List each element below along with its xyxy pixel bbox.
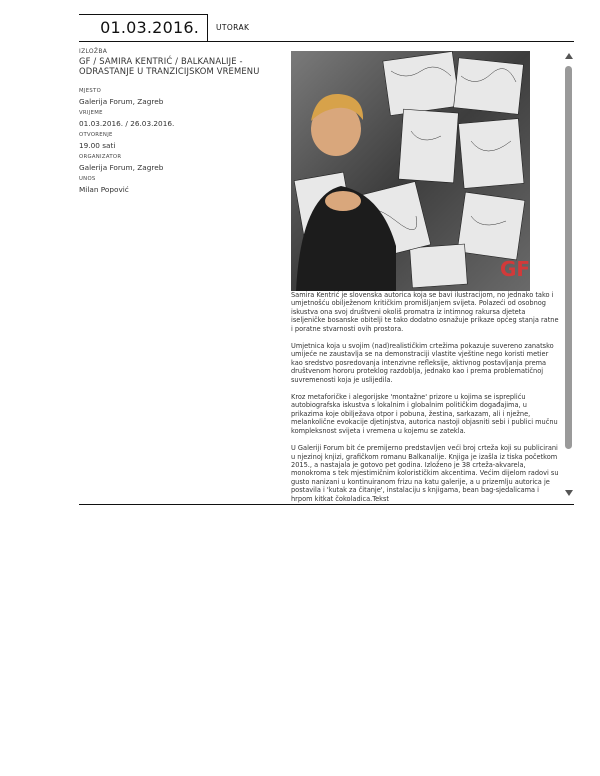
event-weekday: UTORAK (216, 23, 250, 32)
article-paragraph: Samira Kentrić je slovenska autorica koja se bavi ilustracijom, no jednako tako i umjetnošću obilježenom kritičkim promišljanjem svijeta. Polazeći od osobnog iskustva ona svoj društveni okoliš promatra iz intimnog rakursa djeteta iseljeničke bosanske obitelji te tako dodatno osnažuje prikaze općeg stanja ratne i poratne stvarnosti ovih prostora. (291, 291, 559, 333)
scrollbar-thumb[interactable] (565, 66, 572, 449)
location-value: Galerija Forum, Zagreb (79, 97, 164, 106)
entry-label: UNOS (79, 176, 96, 182)
time-label: VRIJEME (79, 110, 103, 116)
opening-label: OTVORENJE (79, 132, 113, 138)
event-title: GF / SAMIRA KENTRIĆ / BALKANALIJE - ODRASTANJE U TRANZICIJSKOM VREMENU (79, 56, 260, 76)
organizer-label: ORGANIZATOR (79, 154, 122, 160)
opening-value: 19.00 sati (79, 141, 116, 150)
event-date: 01.03.2016. (100, 18, 199, 37)
vertical-scrollbar[interactable] (563, 51, 575, 497)
date-box (79, 14, 208, 42)
event-details-panel (79, 48, 285, 194)
artist-photo (291, 51, 530, 291)
location-label: MJESTO (79, 88, 102, 94)
scroll-up-arrow-icon[interactable] (565, 53, 573, 59)
footer-rule (79, 504, 574, 505)
event-category: IZLOŽBA (79, 48, 108, 55)
article-paragraph: U Galeriji Forum bit će premijerno predstavljen veći broj crteža koji su publicirani u njezinoj knjizi, grafičkom romanu Balkanalije. Knjiga je izašla iz tiska početkom 2015., a nastajala je gotovo pet godina. Izloženo je 38 crteža-akvarela, monokroma s tek mjestimičnim kolorističkim akcentima. Većim dijelom radovi su gusto nanizani u kontinuiranom frizu na katu galerije, a u prizemlju autorica je postavila i 'kutak za čitanje', instalaciju s knjigama, bean bag-sjedalicama i hrpom kitkat čokoladica.Tekst (291, 444, 559, 503)
entry-value: Milan Popović (79, 185, 129, 194)
article-paragraph: Umjetnica koja u svojim (nad)realističkim crtežima pokazuje suvereno zanatsko umijeće ne zaustavlja se na demonstraciji vlastite vještine nego koristi metier kao sredstvo posredovanja intenzivne refleksije, aktivnog postavljanja prema društvenom hororu proteklog razdoblja, jednako kao i prema problematičnoj suvremenosti koja je uslijedila. (291, 342, 554, 384)
gf-logo: GF (500, 257, 531, 281)
article-body (291, 291, 561, 503)
article-scroll-area[interactable] (291, 51, 561, 503)
time-value: 01.03.2016. / 26.03.2016. (79, 119, 175, 128)
article-paragraph: Kroz metaforičke i alegorijske 'montažne' prizore u kojima se isprepliću autobiografska iskustva s lokalnim i globalnim političkim događajima, u prikazima koje obilježava otpor i pobuna, žestina, sarkazam, ali i nježne, melankolične evokacije djetinjstva, autorica nastoji objasniti sebi i publici mučnu kompleksnost svijeta i vremena u kojemu se zatekla. (291, 393, 558, 435)
scroll-down-arrow-icon[interactable] (565, 490, 573, 496)
header-bottom-rule (79, 41, 574, 42)
organizer-value: Galerija Forum, Zagreb (79, 163, 164, 172)
